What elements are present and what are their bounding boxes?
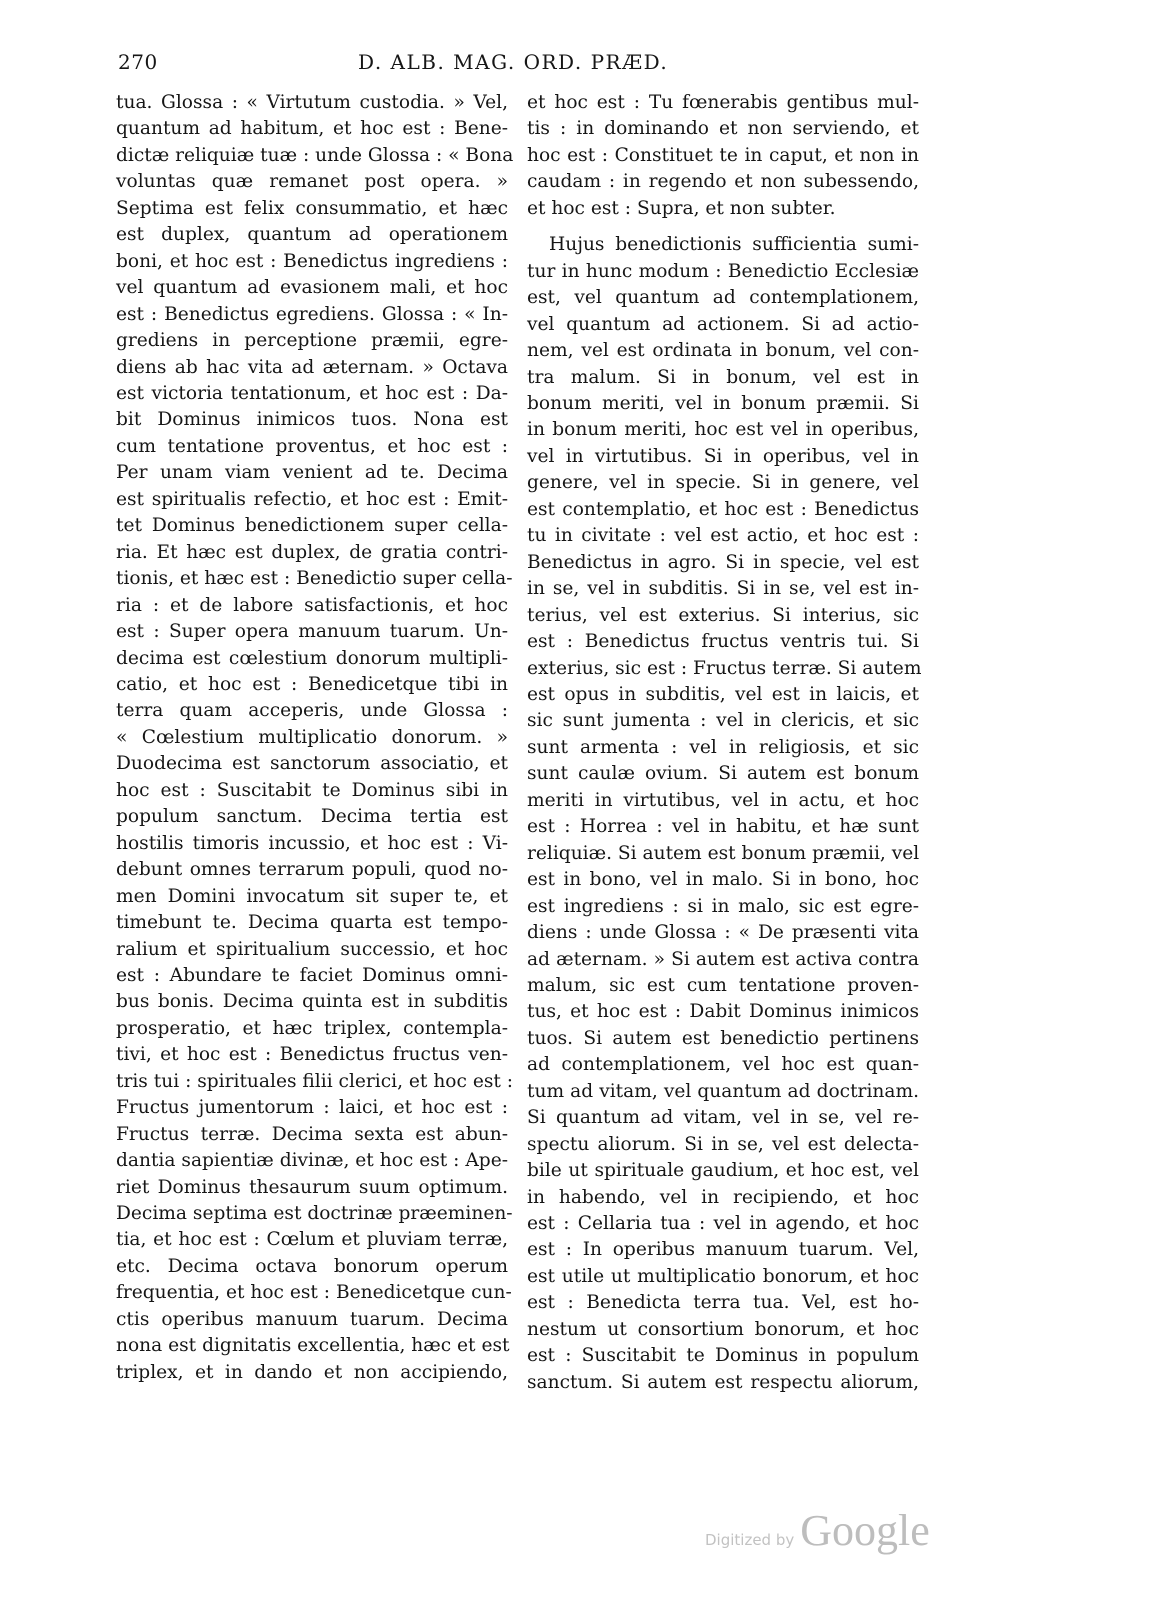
- text-line: Septima est felix consummatio, et hæc: [116, 197, 508, 219]
- text-line: tris tui : spirituales filii clerici, et hoc est :: [116, 1070, 514, 1092]
- text-line: grediens in perceptione præmii, egre-: [116, 330, 508, 352]
- text-line: Fructus terræ. Decima sexta est abun-: [116, 1123, 508, 1145]
- text-line: est : Super opera manuum tuarum. Un-: [116, 621, 508, 643]
- text-line: tum ad vitam, vel quantum ad doctrinam.: [527, 1080, 919, 1102]
- text-line: quantum ad habitum, et hoc est : Bene-: [116, 118, 508, 140]
- running-head: D. ALB. MAG. ORD. PRÆD.: [358, 50, 669, 74]
- text-line: Per unam viam venient ad te. Decima: [116, 462, 508, 484]
- text-line: catio, et hoc est : Benedicetque tibi in: [116, 673, 508, 695]
- text-line: est : Horrea : vel in habitu, et hæ sunt: [527, 816, 919, 838]
- text-line: sunt caulæ ovium. Si autem est bonum: [527, 763, 919, 785]
- text-line: et hoc est : Tu fœnerabis gentibus mul-: [527, 92, 919, 113]
- text-line: cum tentatione proventus, et hoc est :: [116, 435, 508, 457]
- text-line: triplex, et in dando et non accipiendo,: [116, 1361, 508, 1383]
- text-line: tia, et hoc est : Cœlum et pluviam terræ,: [116, 1229, 508, 1251]
- text-line: genere, vel in specie. Si in genere, vel: [527, 472, 919, 494]
- text-line: exterius, sic est : Fructus terræ. Si autem: [527, 657, 922, 679]
- text-line: diens ab hac vita ad æternam. » Octava: [116, 356, 508, 378]
- text-line: est : Benedictus egrediens. Glossa : « In-: [116, 303, 508, 325]
- text-line: hostilis timoris incussio, et hoc est : Vi-: [116, 832, 508, 854]
- text-line: populum sanctum. Decima tertia est: [116, 806, 508, 828]
- text-line: ad æternam. » Si autem est activa contra: [527, 948, 919, 970]
- text-line: est, vel quantum ad contemplationem,: [527, 287, 919, 309]
- text-line: dantia sapientiæ divinæ, et hoc est : Ape-: [116, 1150, 508, 1172]
- text-line: Duodecima est sanctorum associatio, et: [116, 753, 508, 775]
- text-line: bile ut spirituale gaudium, et hoc est, vel: [527, 1160, 919, 1182]
- page-number: 270: [118, 50, 158, 74]
- text-line: est ingrediens : si in malo, sic est egre-: [527, 895, 919, 917]
- text-line: tis : in dominando et non serviendo, et: [527, 118, 919, 140]
- text-line: caudam : in regendo et non subessendo,: [527, 171, 919, 193]
- text-line: sic sunt jumenta : vel in clericis, et sic: [527, 710, 919, 732]
- text-line: prosperatio, et hæc triplex, contempla-: [116, 1017, 508, 1039]
- text-line: Benedictus in agro. Si in specie, vel est: [527, 551, 919, 573]
- paragraph-start-line: Hujus benedictionis sufficientia sumi-: [549, 234, 919, 256]
- text-line: hoc est : Suscitabit te Dominus sibi in: [116, 779, 508, 801]
- right-column: [527, 90, 922, 1396]
- text-line: bonum meriti, vel in bonum præmii. Si: [527, 392, 919, 414]
- text-line: bit Dominus inimicos tuos. Nona est: [116, 409, 508, 431]
- text-line: est in bono, vel in malo. Si in bono, hoc: [527, 869, 919, 891]
- text-line: est duplex, quantum ad operationem: [116, 224, 508, 246]
- google-logo: Google: [800, 1506, 930, 1555]
- text-line: bus bonis. Decima quinta est in subditis: [116, 991, 508, 1013]
- text-line: Fructus jumentorum : laici, et hoc est :: [116, 1097, 508, 1119]
- text-line: men Domini invocatum sit super te, et: [116, 885, 508, 907]
- text-line: ctis operibus manuum tuarum. Decima: [116, 1308, 508, 1330]
- text-line: debunt omnes terrarum populi, quod no-: [116, 859, 508, 881]
- text-line: decima est cœlestium donorum multipli-: [116, 647, 508, 669]
- text-line: est spiritualis refectio, et hoc est : Emit-: [116, 488, 508, 510]
- text-line: « Cœlestium multiplicatio donorum. »: [116, 726, 508, 748]
- text-line: nestum ut consortium bonorum, et hoc: [527, 1318, 919, 1340]
- text-line: est : Abundare te faciet Dominus omni-: [116, 964, 508, 986]
- text-line: voluntas quæ remanet post opera. »: [116, 171, 508, 193]
- text-line: nona est dignitatis excellentia, hæc et est: [116, 1335, 510, 1357]
- text-line: terra quam acceperis, unde Glossa :: [116, 700, 508, 722]
- text-line: terius, vel est exterius. Si interius, sic: [527, 604, 919, 626]
- text-line: frequentia, et hoc est : Benedicetque cun-: [116, 1282, 512, 1304]
- text-line: et hoc est : Supra, et non subter.: [527, 197, 836, 219]
- text-line: est : Benedictus fructus ventris tui. Si: [527, 631, 919, 653]
- text-line: est : Suscitabit te Dominus in populum: [527, 1345, 919, 1367]
- text-line: ralium et spiritualium successio, et hoc: [116, 938, 508, 960]
- text-line: est utile ut multiplicatio bonorum, et hoc: [527, 1265, 919, 1287]
- text-line: vel in virtutibus. Si in operibus, vel in: [527, 445, 919, 467]
- text-line: in habendo, vel in recipiendo, et hoc: [527, 1186, 919, 1208]
- text-line: tivi, et hoc est : Benedictus fructus ven-: [116, 1044, 508, 1066]
- text-line: ad contemplationem, vel hoc est quan-: [527, 1054, 919, 1076]
- text-line: est : In operibus manuum tuarum. Vel,: [527, 1239, 919, 1261]
- text-line: riet Dominus thesaurum suum optimum.: [116, 1176, 508, 1198]
- text-line: diens : unde Glossa : « De præsenti vita: [527, 922, 919, 944]
- text-line: tuos. Si autem est benedictio pertinens: [527, 1027, 919, 1049]
- text-line: Si quantum ad vitam, vel in se, vel re-: [527, 1107, 919, 1129]
- text-line: est : Cellaria tua : vel in agendo, et hoc: [527, 1213, 919, 1235]
- text-line: est victoria tentationum, et hoc est : Da-: [116, 382, 508, 404]
- text-line: sunt armenta : vel in religiosis, et sic: [527, 736, 919, 758]
- text-line: est opus in subditis, vel est in laicis, et: [527, 683, 919, 705]
- text-line: tra malum. Si in bonum, vel est in: [527, 366, 919, 388]
- text-line: boni, et hoc est : Benedictus ingrediens :: [116, 250, 508, 272]
- left-column: [116, 90, 514, 1386]
- text-line: sanctum. Si autem est respectu aliorum,: [527, 1371, 919, 1393]
- digitized-by-label: Digitized by: [705, 1531, 795, 1549]
- text-line: in se, vel in subditis. Si in se, vel est in-: [527, 578, 919, 600]
- text-line: ria. Et hæc est duplex, de gratia contri-: [116, 541, 508, 563]
- text-line: tu in civitate : vel est actio, et hoc est :: [527, 525, 919, 547]
- text-line: vel quantum ad actionem. Si ad actio-: [527, 313, 919, 335]
- text-line: vel quantum ad evasionem mali, et hoc: [116, 277, 508, 299]
- text-line: etc. Decima octava bonorum operum: [116, 1255, 508, 1277]
- text-line: spectu aliorum. Si in se, vel est delecta-: [527, 1133, 919, 1155]
- text-line: est contemplatio, et hoc est : Benedictus: [527, 498, 919, 520]
- digitized-watermark: [705, 1505, 930, 1556]
- text-line: nem, vel est ordinata in bonum, vel con-: [527, 340, 919, 362]
- text-line: timebunt te. Decima quarta est tempo-: [116, 912, 508, 934]
- text-line: est : Benedicta terra tua. Vel, est ho-: [527, 1292, 919, 1314]
- text-line: hoc est : Constituet te in caput, et non in: [527, 144, 919, 166]
- text-line: dictæ reliquiæ tuæ : unde Glossa : « Bona: [116, 144, 514, 166]
- text-line: in bonum meriti, hoc est vel in operibus,: [527, 419, 919, 441]
- text-line: tur in hunc modum : Benedictio Ecclesiæ: [527, 260, 919, 282]
- text-line: ria : et de labore satisfactionis, et hoc: [116, 594, 508, 616]
- text-line: tua. Glossa : « Virtutum custodia. » Vel,: [116, 92, 508, 113]
- text-line: reliquiæ. Si autem est bonum præmii, vel: [527, 842, 920, 864]
- text-line: tus, et hoc est : Dabit Dominus inimicos: [527, 1001, 919, 1023]
- text-line: Decima septima est doctrinæ præeminen-: [116, 1203, 513, 1225]
- text-line: tionis, et hæc est : Benedictio super cella-: [116, 568, 513, 590]
- text-line: malum, sic est cum tentatione proven-: [527, 974, 919, 996]
- text-line: meriti in virtutibus, vel in actu, et hoc: [527, 789, 919, 811]
- text-line: tet Dominus benedictionem super cella-: [116, 515, 508, 537]
